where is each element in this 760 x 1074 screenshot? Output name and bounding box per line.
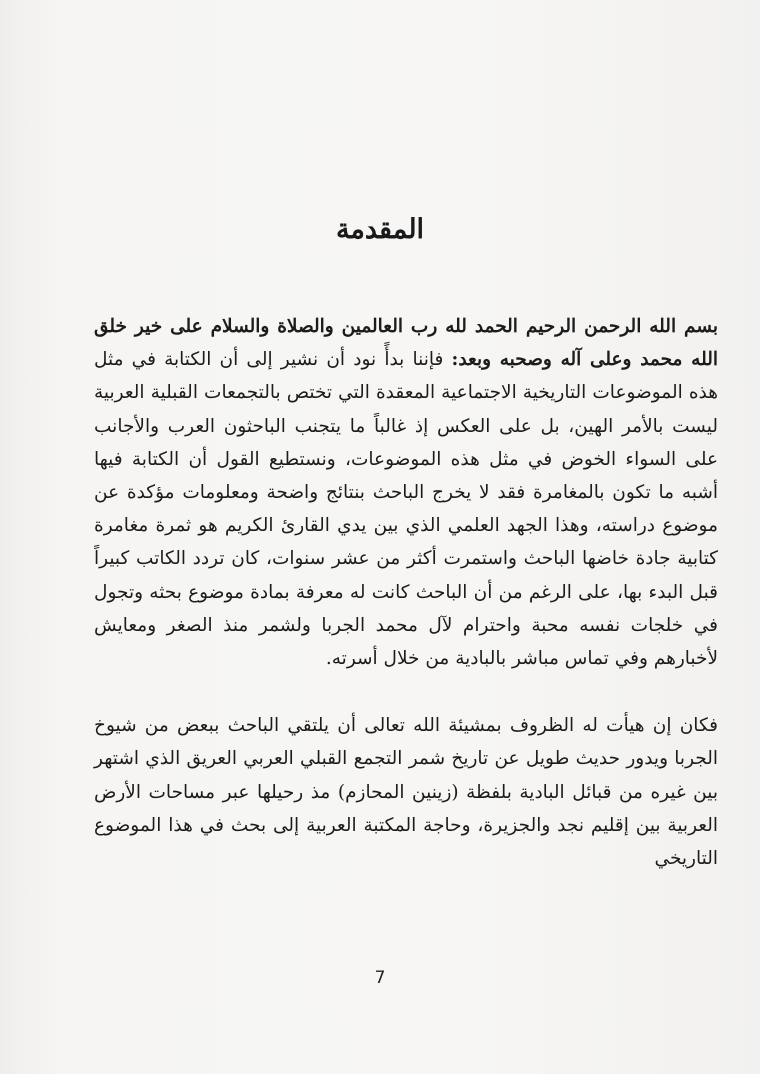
paragraph-1-body: فإننا بدأً نود أن نشير إلى أن الكتابة في مثل هذه الموضوعات التاريخية الاجتماعية المعقدة التي تختص بالتجمعات القبلية العربية ليست بالأمر الهين، بل على العكس إذ غالباً ما يتجنب الباحثون العرب والأجانب على السواء الخوض في مثل هذه الموضوعات، ونستطيع القول أن الكتابة فيها أشبه ما تكون بالمغامرة فقد لا يخرج الباحث بنتائج واضحة ومعلومات مؤكدة عن موضوع دراسته، وهذا الجهد العلمي الذي بين يدي القارئ الكريم هو ثمرة مغامرة كتابية جادة خاضها الباحث واستمرت أكثر من عشر سنوات، كان تردد الكاتب كبيراً قبل البدء بها، على الرغم من أن الباحث كانت له معرفة بمادة موضوع بحثه وتجول في خلجات نفسه محبة واحترام لآل محمد الجربا ولشمر منذ الصغر ومعايش لأخبارهم وفي تماس مباشر بالبادية من خلال أسرته.	[94, 349, 718, 670]
body-text	[94, 310, 718, 875]
paragraph-1	[94, 310, 718, 675]
page-title: المقدمة	[335, 214, 425, 245]
page-number: 7	[374, 968, 386, 988]
paragraph-1-opening: بسم الله الرحمن الرحيم الحمد لله رب العالمين والصلاة والسلام على خير خلق الله محمد وعلى آله وصحبه وبعد:	[94, 316, 719, 371]
paragraph-2: فكان إن هيأت له الظروف بمشيئة الله تعالى أن يلتقي الباحث ببعض من شيوخ الجربا ويدور حديث طويل عن تاريخ شمر التجمع القبلي العربي العريق الذي اشتهر بين غيره من قبائل البادية بلفظة (زينين المحازم) مذ رحيلها عبر مساحات الأرض العربية بين إقليم نجد والجزيرة، وحاجة المكتبة العربية إلى بحث في هذا الموضوع التاريخي	[94, 715, 718, 870]
